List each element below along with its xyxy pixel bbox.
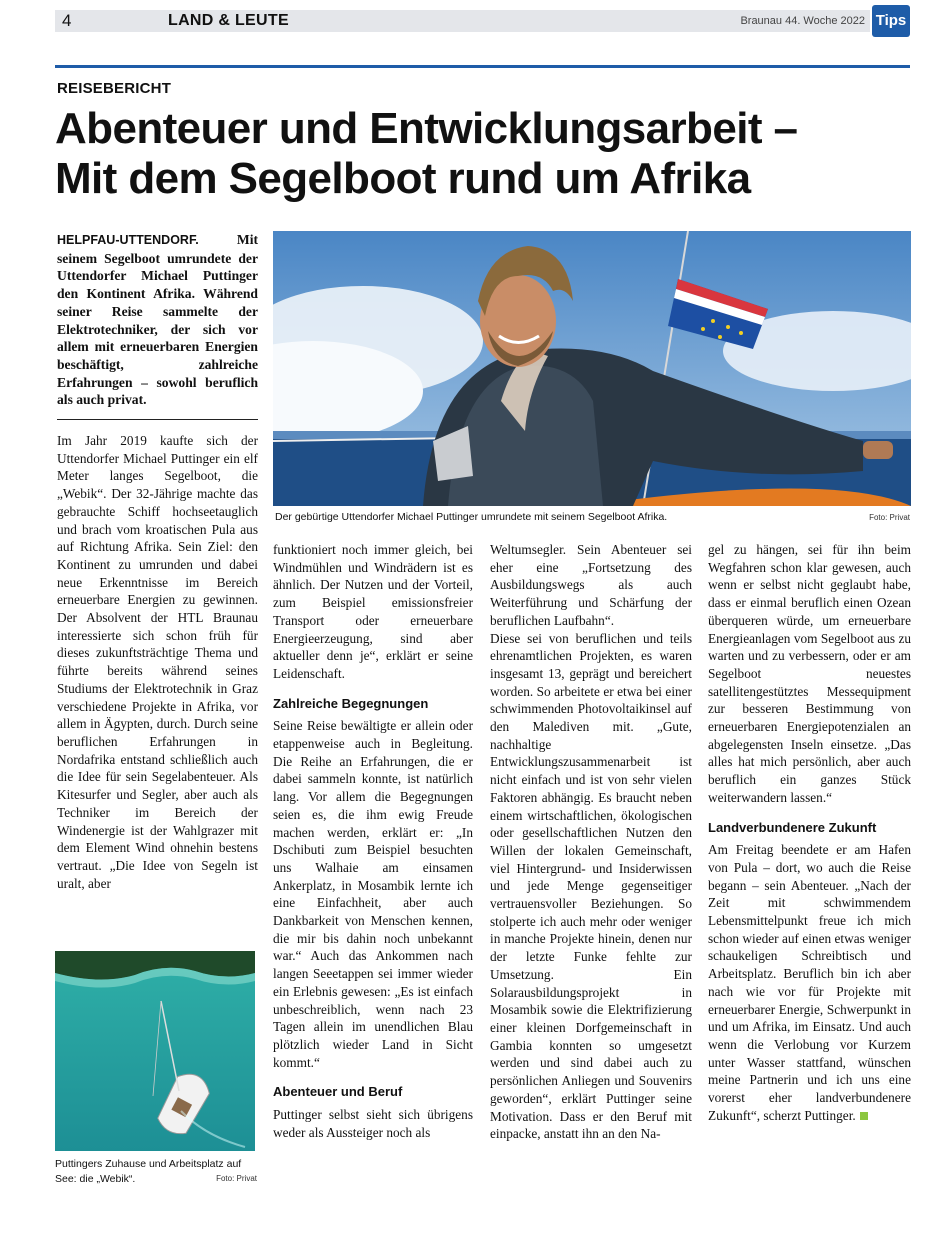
headline-line-1: Abenteuer und Entwicklungsarbeit – [55, 104, 798, 153]
page-number: 4 [62, 11, 72, 30]
body-paragraph: Puttinger selbst sieht sich übrigens weder als Aussteiger noch als [273, 1107, 473, 1140]
main-photo-caption [275, 511, 910, 523]
article-headline [55, 104, 915, 204]
body-paragraph: Seine Reise bewältigte er allein oder etappenweise auch in Begleitung. Die Reihe an Erfahrungen, die er dabei sammeln konnte, ist natürlich lang. Vor allem die Begegnungen seien es, die ihm ewig Freude machen werden, erklärt er: „In Dschibuti zum Beispiel besuchten uns Walhaie am einsamen Ankerplatz, in Mosambik lernte ich eine Einfachheit, aber auch Dankbarkeit von Menschen kennen, die mir bis dahin noch unbekannt war.“ Auch das Ankommen nach langen Seeetappen sei immer wieder ein Erlebnis gewesen: „Es ist einfach unbeschreiblich, wenn nach 23 Tagen allein im unendlichen Blau plötzlich wieder Land in Sicht kommt.“ [273, 718, 473, 1070]
small-caption-text: Puttingers Zuhause und Arbeitsplatz auf See: die „Webik“. [55, 1158, 242, 1185]
section-title: LAND & LEUTE [168, 12, 289, 29]
body-paragraph: gel zu hängen, sei für ihn beim Wegfahren schon klar gewesen, auch wenn er selbst nicht geglaubt habe, dass er einmal beruflich einen Ozean überqueren würde, um erneuerbare Energieanlagen vom Segelboot aus zu warten und zu verbessern, oder er am Segelboot neuestes satellitengestütztes Messequipment zur besseren Bestimmung von erneuerbaren Energiepotenzialen an abgelegensten Inseln einsetze. „Das alles hat mich persönlich, aber auch beruflich ein ganzes Stück weiterwandern lassen.“ [708, 542, 911, 805]
end-of-article-icon [860, 1112, 868, 1120]
column-2 [273, 541, 473, 1142]
column-4 [708, 541, 911, 1125]
body-paragraph: funktioniert noch immer gleich, bei Windmühlen und Windrädern ist es ähnlich. Der Nutzen und der Vorteil, zum Beispiel emissionsfreier Transport oder erneuerbare Energieerzeugung, sind aber aktueller denn je“, erklärt er seine Leidenschaft. [273, 542, 473, 681]
body-paragraph: Diese sei von beruflichen und teils ehrenamtlichen Projekten, es waren insgesamt 13, geprägt und bereichert worden. So arbeitete er etwa bei einer schwimmenden Photovoltaikinsel auf den Malediven mit. „Gute, nachhaltige Entwicklungszusammenarbeit ist nicht einfach und ist von sehr vielen Faktoren abhängig. Es braucht neben einem wirtschaftlichen, ökologischen oder gesellschaftlichen Nutzen den Willen der lokalen Gemeinschaft, viel Hintergrund- und Insiderwissen und jede Menge gegenseitiger vertrauensvoller Beziehungen. So stolperte ich auch mehr oder weniger in manche Projekte hinein, denen nur der letzte Funke fehlte zur Umsetzung. Ein Solarausbildungsprojekt in Mosambik sowie die Elektrifizierung einer kleinen Dorfgemeinschaft in Gambia konnten so umgesetzt werden und sind dabei auch zu persönlichen Anliegen und Souvenirs geworden“, erklärt Puttinger seine Motivation. Dass er den Beruf mit einpacke, anstatt ihn an den Na- [490, 630, 692, 1142]
body-paragraph: Weltumsegler. Sein Abenteuer sei eher eine „Fortsetzung des Ausbildungswegs als auch Weiterführung und Schärfung der beruflichen Laufbahn“. [490, 542, 692, 628]
small-photo-credit: Foto: Privat [216, 1174, 257, 1183]
headline-line-2: Mit dem Segelboot rund um Afrika [55, 154, 751, 203]
lead-divider [57, 419, 258, 420]
subheading-beruf: Abenteuer und Beruf [273, 1084, 403, 1100]
body-paragraph [708, 841, 911, 1124]
subheading-begegnungen: Zahlreiche Begegnungen [273, 695, 429, 711]
header-rule [55, 65, 910, 68]
small-photo-caption [55, 1157, 257, 1187]
sailboat-aerial-photo [55, 951, 255, 1151]
article-lead [57, 231, 258, 409]
column-3 [490, 541, 692, 1143]
lead-text: Mit seinem Segelboot umrundete der Uttendorfer Michael Puttinger den Kontinent Afrika. Während seiner Reise sammelte der Elektrotechniker, der sich vor allem mit erneuerbaren Energien beschäftigt, zahlreiche Erfahrungen – sowohl beruflich als auch privat. [57, 232, 258, 408]
main-caption-text: Der gebürtige Uttendorfer Michael Puttinger umrundete mit seinem Segelboot Afrika. [275, 511, 668, 523]
closing-text: Am Freitag beendete er am Hafen von Pula – dort, wo auch die Reise begann – sein Abenteuer. „Nach der Zeit mit schwimmendem Lebensmittelpunkt freue ich mich schon wieder auf einen etwas weniger schaukeligen Schreibtisch und Arbeitsplatz. Beruflich bin ich aber nach wie vor für Projekte mit erneuerbarer Energie, Schwerpunkt in und um Afrika, im Einsatz. Und auch wenn die Verlobung vor Kurzem unter Wasser stattfand, wünschen meine Partnerin und ich uns eine vorerst eher landverbundenere Zukunft“, scherzt Puttinger. [708, 842, 911, 1123]
issue-meta: Braunau 44. Woche 2022 [740, 15, 865, 27]
sailor-portrait-photo [273, 231, 911, 506]
subheading-zukunft: Landverbundenere Zukunft [708, 819, 877, 835]
main-photo-credit: Foto: Privat [869, 513, 910, 522]
body-paragraph: Im Jahr 2019 kaufte sich der Uttendorfer Michael Puttinger ein elf Meter langes Segelboot, die „Webik“. Der 32-Jährige machte das gebrauchte Schiff hochseetauglich und brach vom kroatischen Pula aus auf Richtung Afrika. Sein Ziel: den Kontinent zu umrunden und dabei neue Erkenntnisse im Bereich erneuerbare Energien zu gewinnen. Der Absolvent der HTL Braunau interessierte sich schon früh für dieses zukunftsträchtige Thema und führte bereits während seines Studiums der Elektrotechnik in Graz verschiedene Projekte in Afrika, vor allem in Ägypten, durch. Durch seine beruflichen Erfahrungen in Nordafrika entstand schließlich auch die Idee für sein Segelabenteuer. Als Kitesurfer und Segler, aber auch als Techniker im Bereich der Windenergie ist der Wahlgrazer mit dem Element Wind ohnehin bestens vertraut. „Die Idee von Segeln ist uralt, aber [57, 433, 258, 891]
column-1 [57, 231, 258, 892]
dateline: HELPFAU-UTTENDORF. [57, 233, 199, 247]
article-kicker: REISEBERICHT [57, 80, 172, 97]
tips-logo: Tips [872, 5, 910, 37]
